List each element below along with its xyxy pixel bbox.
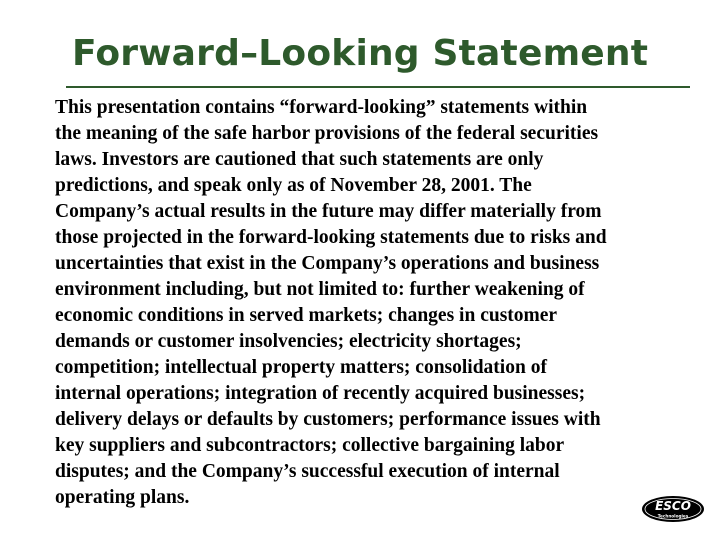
body-line: economic conditions in served markets; changes in customer	[55, 305, 558, 326]
body-line: disputes; and the Company’s successful execution of internal	[55, 461, 560, 482]
body-line: delivery delays or defaults by customers; performance issues with	[55, 409, 601, 430]
body-line: internal operations; integration of recently acquired businesses;	[55, 383, 586, 404]
body-line: Company’s actual results in the future may differ materially from	[55, 201, 602, 222]
esco-technologies-logo	[640, 494, 706, 524]
body-line: the meaning of the safe harbor provisions of the federal securities	[55, 123, 599, 144]
body-line: environment including, but not limited to: further weakening of	[55, 279, 585, 300]
body-line: predictions, and speak only as of November 28, 2001. The	[55, 175, 532, 196]
body-line: competition; intellectual property matters; consolidation of	[55, 357, 547, 378]
body-line: key suppliers and subcontractors; collective bargaining labor	[55, 435, 565, 456]
body-line: This presentation contains “forward-looking” statements within	[55, 97, 588, 118]
slide-title: Forward–Looking Statement	[72, 33, 649, 74]
body-paragraph	[55, 95, 695, 511]
body-line: operating plans.	[55, 487, 190, 508]
body-line: uncertainties that exist in the Company’s operations and business	[55, 253, 600, 274]
logo-tagline: Technologies	[657, 513, 689, 519]
esco-logo-icon	[640, 494, 706, 524]
body-line: those projected in the forward-looking statements due to risks and	[55, 227, 607, 248]
title-divider	[66, 86, 690, 88]
body-line: laws. Investors are cautioned that such statements are only	[55, 149, 544, 170]
logo-wordmark: ESCO	[655, 499, 691, 513]
body-line: demands or customer insolvencies; electricity shortages;	[55, 331, 522, 352]
